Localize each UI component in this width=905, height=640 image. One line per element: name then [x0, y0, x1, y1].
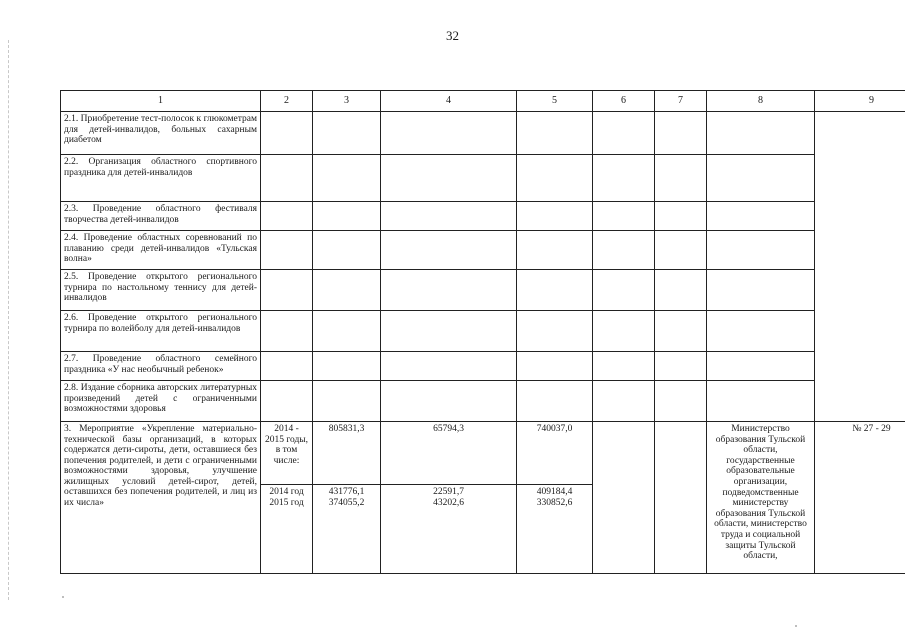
- executors-cell: Министерство образования Тульской области, государственные образовательные организации, подведомственные министерству образования Тульской области, министерство труда и социальной защиты Тульской области,: [707, 422, 815, 574]
- table-cell: [655, 311, 707, 352]
- table-cell: [655, 202, 707, 231]
- table-cell: [707, 231, 815, 270]
- years-cell: [261, 485, 313, 574]
- table-cell: [517, 155, 593, 202]
- year-2014-label: 2014 год: [269, 487, 304, 497]
- margin-dot: [62, 596, 64, 598]
- row-description: 2.5. Проведение открытого регионального турнира по настольному теннису для детей-инвалидов: [61, 270, 261, 311]
- table-cell: [381, 311, 517, 352]
- indicators-cell: № 27 - 29: [815, 422, 905, 574]
- table-row: [61, 270, 905, 311]
- table-cell: [313, 202, 381, 231]
- table-cell: [517, 231, 593, 270]
- column-header: 1: [61, 91, 261, 112]
- row-description: 2.7. Проведение областного семейного праздника «У нас необычный ребенок»: [61, 352, 261, 381]
- row-description: 3. Мероприятие «Укрепление материально-технической базы организаций, в которых содержатся дети-сироты, дети, оставшиеся без попечения родителей, и дети с ограниченными возможностями здоровья, улучшение жилищных условий детей-сирот, детей, оставшихся без попечения родителей, и лиц из их числа»: [61, 422, 261, 574]
- table-row: [61, 352, 905, 381]
- table-cell: [517, 381, 593, 422]
- table-cell: [261, 352, 313, 381]
- row-description: 2.6. Проведение открытого регионального турнира по волейболу для детей-инвалидов: [61, 311, 261, 352]
- table-cell: [261, 381, 313, 422]
- column-header: 8: [707, 91, 815, 112]
- table-cell: [593, 422, 655, 574]
- page-number: 32: [446, 28, 459, 43]
- table-cell: [655, 270, 707, 311]
- column-header: 2: [261, 91, 313, 112]
- table-cell: [313, 270, 381, 311]
- row-description: 2.4. Проведение областных соревнований по плаванию среди детей-инвалидов «Тульская волна»: [61, 231, 261, 270]
- table-cell: [655, 155, 707, 202]
- table-cell: [381, 202, 517, 231]
- table-cell: [517, 311, 593, 352]
- table-cell: [815, 112, 905, 422]
- table-cell: [593, 381, 655, 422]
- table-row: [61, 231, 905, 270]
- table-cell: [261, 112, 313, 155]
- table-row: [61, 311, 905, 352]
- year-2015-col4: 43202,6: [433, 497, 464, 508]
- table-cell: [707, 202, 815, 231]
- row-description: 2.3. Проведение областного фестиваля творчества детей-инвалидов: [61, 202, 261, 231]
- period-cell: 2014 - 2015 годы, в том числе:: [261, 422, 313, 485]
- table-cell: [707, 112, 815, 155]
- table-cell: [655, 381, 707, 422]
- row-description: 2.1. Приобретение тест-полосок к глюкометрам для детей-инвалидов, больных сахарным диабетом: [61, 112, 261, 155]
- row-description: 2.2. Организация областного спортивного праздника для детей-инвалидов: [61, 155, 261, 202]
- table-row: [61, 202, 905, 231]
- total-col4: 65794,3: [381, 422, 517, 485]
- table-cell: [655, 112, 707, 155]
- year-2014-col5: 409184,4: [536, 487, 573, 497]
- table-cell: [655, 231, 707, 270]
- table-cell: [261, 270, 313, 311]
- margin-line: [8, 40, 9, 600]
- table-cell: [517, 112, 593, 155]
- table-cell: [261, 311, 313, 352]
- table-cell: [655, 352, 707, 381]
- year-2015-label: 2015 год: [269, 497, 304, 508]
- header-row: [61, 91, 905, 112]
- table-cell: [381, 112, 517, 155]
- table-cell: [593, 155, 655, 202]
- column-header: 3: [313, 91, 381, 112]
- total-col5: 740037,0: [517, 422, 593, 485]
- margin-dot: [795, 625, 797, 627]
- table-cell: [381, 231, 517, 270]
- data-table: [60, 90, 905, 574]
- table-row: [61, 381, 905, 422]
- table-cell: [517, 202, 593, 231]
- table-cell: [593, 270, 655, 311]
- column-header: 6: [593, 91, 655, 112]
- column-header: 5: [517, 91, 593, 112]
- table-row: [61, 112, 905, 155]
- row-description: 2.8. Издание сборника авторских литературных произведений детей с ограниченными возможностями здоровья: [61, 381, 261, 422]
- table-cell: [707, 311, 815, 352]
- table-cell: [707, 381, 815, 422]
- table-cell: [707, 352, 815, 381]
- table-cell: [707, 155, 815, 202]
- table-cell: [381, 155, 517, 202]
- table-cell: [593, 112, 655, 155]
- table-cell: [313, 352, 381, 381]
- column-header: 4: [381, 91, 517, 112]
- column-header: 9: [815, 91, 905, 112]
- table-cell: [313, 231, 381, 270]
- table-cell: [313, 381, 381, 422]
- years-col5: [517, 485, 593, 574]
- table-row: [61, 155, 905, 202]
- table-cell: [517, 270, 593, 311]
- table-cell: [313, 112, 381, 155]
- table-cell: [381, 381, 517, 422]
- year-2015-col3: 374055,2: [328, 497, 365, 508]
- table-cell: [261, 202, 313, 231]
- year-2014-col3: 431776,1: [328, 487, 365, 497]
- table-cell: [517, 352, 593, 381]
- table-cell: [707, 270, 815, 311]
- table-row: [61, 422, 905, 485]
- table-cell: [593, 202, 655, 231]
- table-cell: [261, 155, 313, 202]
- table-cell: [381, 352, 517, 381]
- total-col3: 805831,3: [313, 422, 381, 485]
- years-col4: [381, 485, 517, 574]
- table-cell: [593, 311, 655, 352]
- table-cell: [593, 231, 655, 270]
- table-cell: [313, 155, 381, 202]
- table-cell: [313, 311, 381, 352]
- table-cell: [261, 231, 313, 270]
- table-cell: [381, 270, 517, 311]
- table-cell: [655, 422, 707, 574]
- table-cell: [593, 352, 655, 381]
- years-col3: [313, 485, 381, 574]
- year-2014-col4: 22591,7: [433, 487, 464, 497]
- year-2015-col5: 330852,6: [536, 497, 573, 508]
- column-header: 7: [655, 91, 707, 112]
